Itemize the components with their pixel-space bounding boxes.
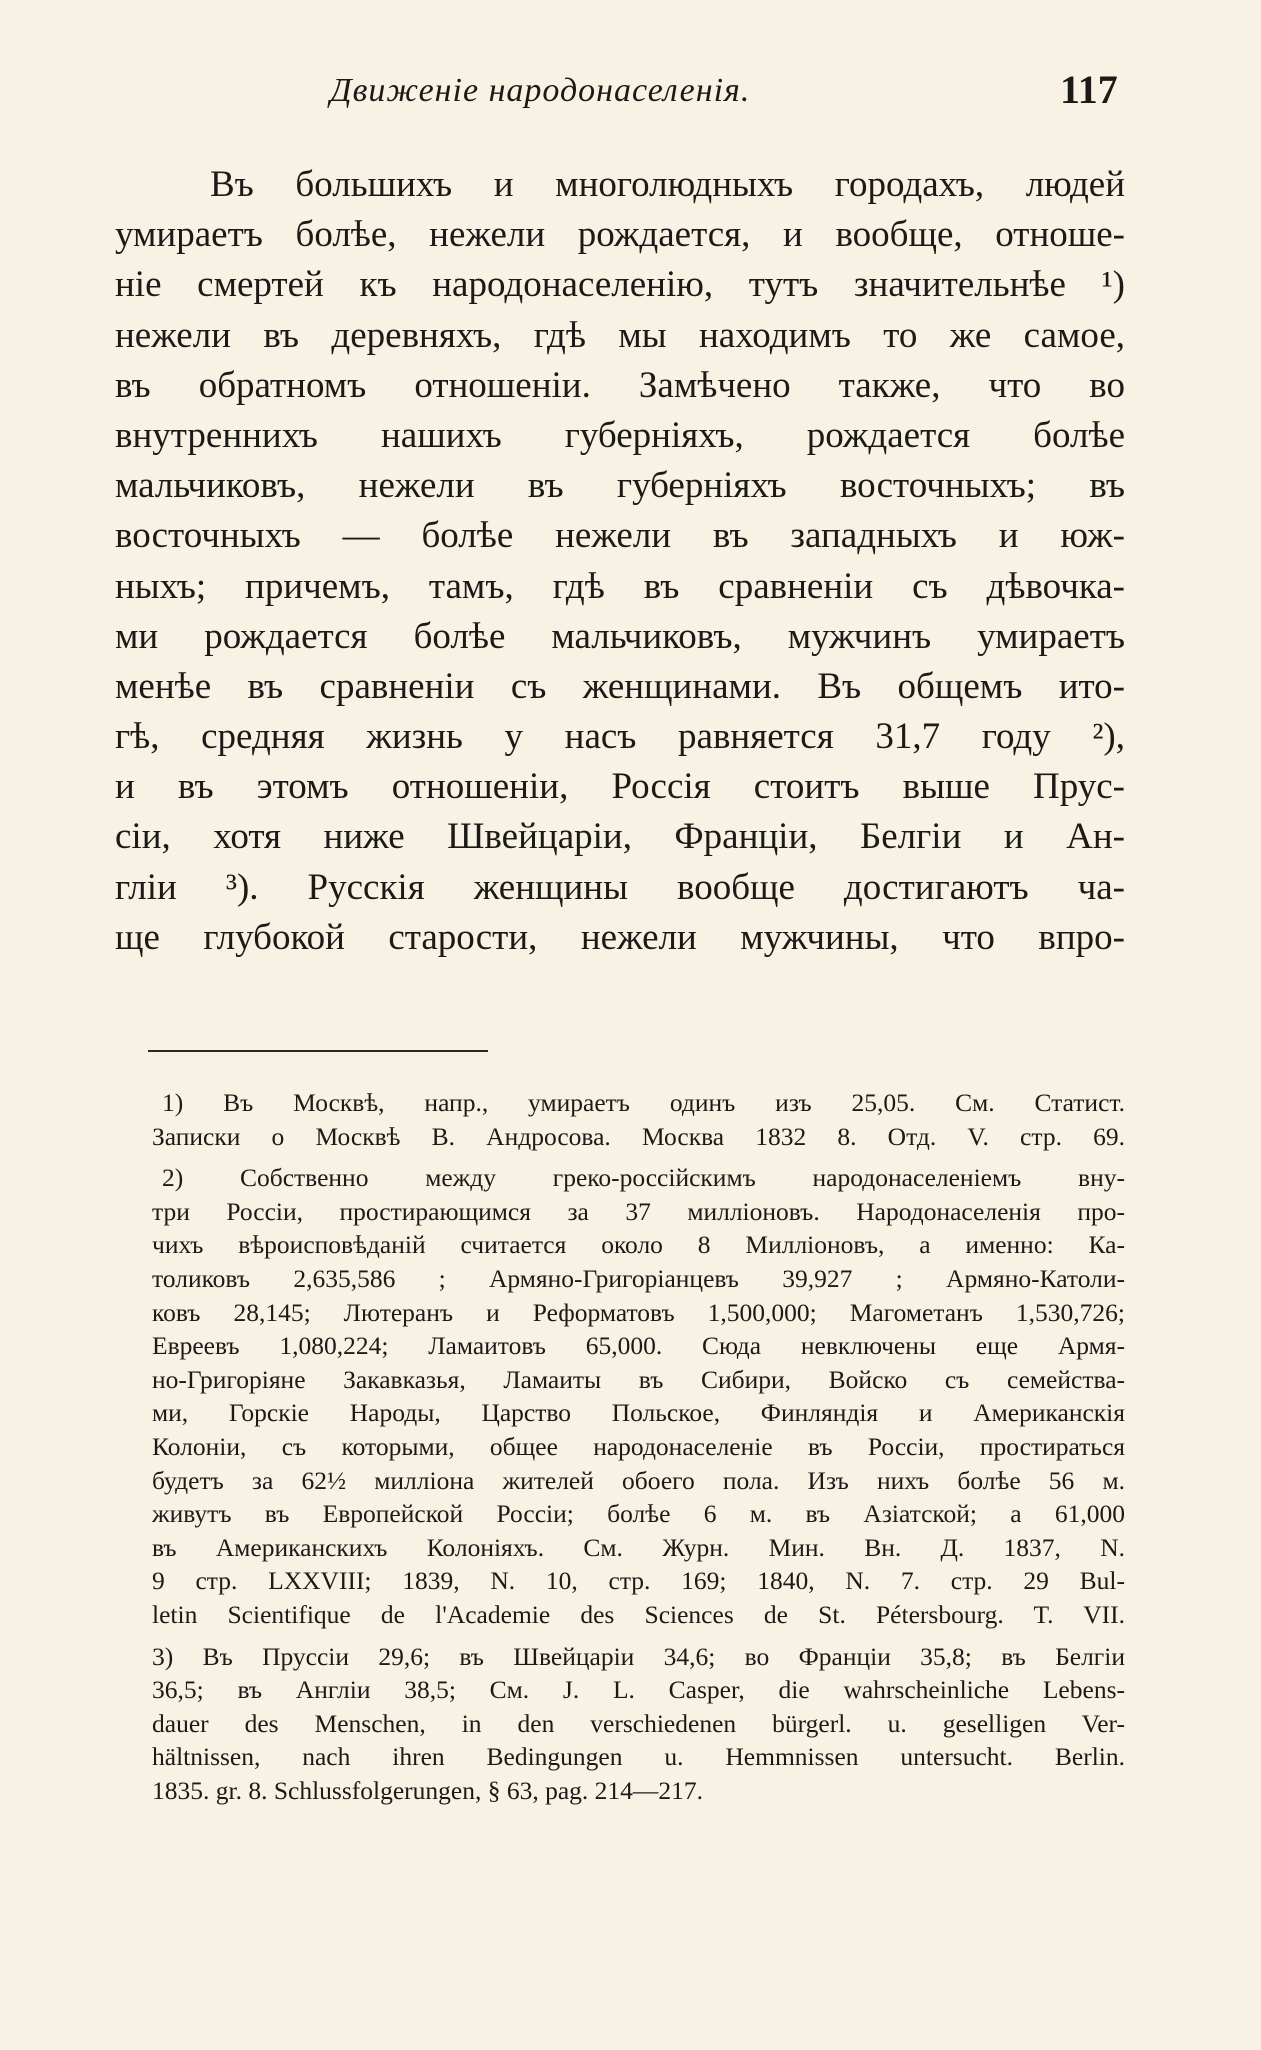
body-line: сіи, хотя ниже Швейцаріи, Франціи, Белгіи и Ан- bbox=[115, 816, 1125, 858]
body-line: ніе смертей къ народонаселенію, тутъ значительнѣе ¹) bbox=[115, 264, 1125, 306]
body-line: восточныхъ — болѣе нежели въ западныхъ и юж- bbox=[115, 515, 1125, 557]
body-line: умираетъ болѣе, нежели рождается, и вообще, отноше- bbox=[115, 214, 1125, 256]
footnote-1 bbox=[152, 1086, 1125, 1153]
body-line: менѣе въ сравненіи съ женщинами. Въ общемъ ито- bbox=[115, 665, 1125, 707]
footnote-line: 1835. gr. 8. Schlussfolgerungen, § 63, pag. 214—217. bbox=[152, 1775, 704, 1805]
body-line: ныхъ; причемъ, тамъ, гдѣ въ сравненіи съ дѣвочка- bbox=[115, 565, 1125, 607]
footnote-line: толиковъ 2,635,586 ; Армяно-Григоріанцевъ 39,927 ; Армяно-Католи- bbox=[152, 1263, 1125, 1293]
footnote-line: hältnissen, nach ihren Bedingungen u. Hemmnissen untersucht. Berlin. bbox=[152, 1742, 1125, 1772]
footnote-line: Записки о Москвѣ В. Андросова. Москва 1832 8. Отд. V. стр. 69. bbox=[152, 1121, 1125, 1151]
body-line: ще глубокой старости, нежели мужчины, что впро- bbox=[115, 916, 1125, 958]
footnote-line: чихъ вѣроисповѣданій считается около 8 Милліоновъ, а именно: Ка- bbox=[152, 1230, 1125, 1260]
footnote-line: но-Григоріяне Закавказья, Ламаиты въ Сибири, Войско съ семейства- bbox=[152, 1364, 1125, 1394]
footnote-line: три Россіи, простирающимся за 37 милліоновъ. Народонаселенія про- bbox=[152, 1196, 1125, 1226]
footnote-line: ковъ 28,145; Лютеранъ и Реформатовъ 1,500,000; Магометанъ 1,530,726; bbox=[152, 1297, 1125, 1327]
footnote-line: въ Американскихъ Колоніяхъ. См. Журн. Мин. Вн. Д. 1837, N. bbox=[152, 1532, 1125, 1562]
body-line: въ обратномъ отношеніи. Замѣчено также, что во bbox=[115, 364, 1125, 406]
footnote-line: 2) Собственно между греко-россійскимъ народонаселеніемъ вну- bbox=[162, 1163, 1125, 1193]
footnote-3 bbox=[152, 1640, 1125, 1808]
body-line: мальчиковъ, нежели въ губерніяхъ восточныхъ; въ bbox=[115, 465, 1125, 507]
footnote-line: letin Scientifique de l'Academie des Sciences de St. Pétersbourg. T. VII. bbox=[152, 1599, 1125, 1629]
body-text bbox=[115, 160, 1125, 963]
footnote-2 bbox=[152, 1161, 1125, 1631]
footnote-line: 1) Въ Москвѣ, напр., умираетъ одинъ изъ 25,05. См. Статист. bbox=[162, 1088, 1125, 1117]
body-line: Въ большихъ и многолюдныхъ городахъ, людей bbox=[210, 164, 1125, 205]
running-head: Движеніе народонаселенія. bbox=[330, 72, 751, 109]
footnote-line: живутъ въ Европейской Россіи; болѣе 6 м. въ Азіатской; а 61,000 bbox=[152, 1499, 1125, 1529]
footnote-line: Колоніи, съ которыми, общее народонаселеніе въ Россіи, простираться bbox=[152, 1431, 1125, 1461]
footnote-line: dauer des Menschen, in den verschiedenen bürgerl. u. geselligen Ver- bbox=[152, 1708, 1125, 1738]
body-line: нежели въ деревняхъ, гдѣ мы находимъ то же самое, bbox=[115, 314, 1125, 356]
footnote-line: 9 стр. LXXVIII; 1839, N. 10, стр. 169; 1840, N. 7. стр. 29 Bul- bbox=[152, 1566, 1125, 1596]
body-line: внутреннихъ нашихъ губерніяхъ, рождается болѣе bbox=[115, 414, 1125, 456]
footnote-line: 36,5; въ Англіи 38,5; См. J. L. Casper, die wahrscheinliche Lebens- bbox=[152, 1675, 1125, 1705]
body-line: и въ этомъ отношеніи, Россія стоитъ выше Прус- bbox=[115, 766, 1125, 808]
footnote-line: 3) Въ Пруссіи 29,6; въ Швейцаріи 34,6; во Франціи 35,8; въ Белгіи bbox=[152, 1641, 1125, 1671]
footnotes bbox=[152, 1086, 1125, 1811]
footnote-line: ми, Горскіе Народы, Царство Польское, Финляндія и Американскія bbox=[152, 1398, 1125, 1428]
footnote-line: будетъ за 62½ милліона жителей обоего пола. Изъ нихъ болѣе 56 м. bbox=[152, 1465, 1125, 1495]
footnote-line: Евреевъ 1,080,224; Ламаитовъ 65,000. Сюда невключены еще Армя- bbox=[152, 1331, 1125, 1361]
page-number: 117 bbox=[1060, 67, 1118, 112]
body-line: гѣ, средняя жизнь у насъ равняется 31,7 году ²), bbox=[115, 716, 1125, 758]
body-line: ми рождается болѣе мальчиковъ, мужчинъ умираетъ bbox=[115, 615, 1125, 657]
footnote-rule bbox=[148, 1050, 488, 1052]
body-line: гліи ³). Русскія женщины вообще достигаютъ ча- bbox=[115, 866, 1125, 908]
